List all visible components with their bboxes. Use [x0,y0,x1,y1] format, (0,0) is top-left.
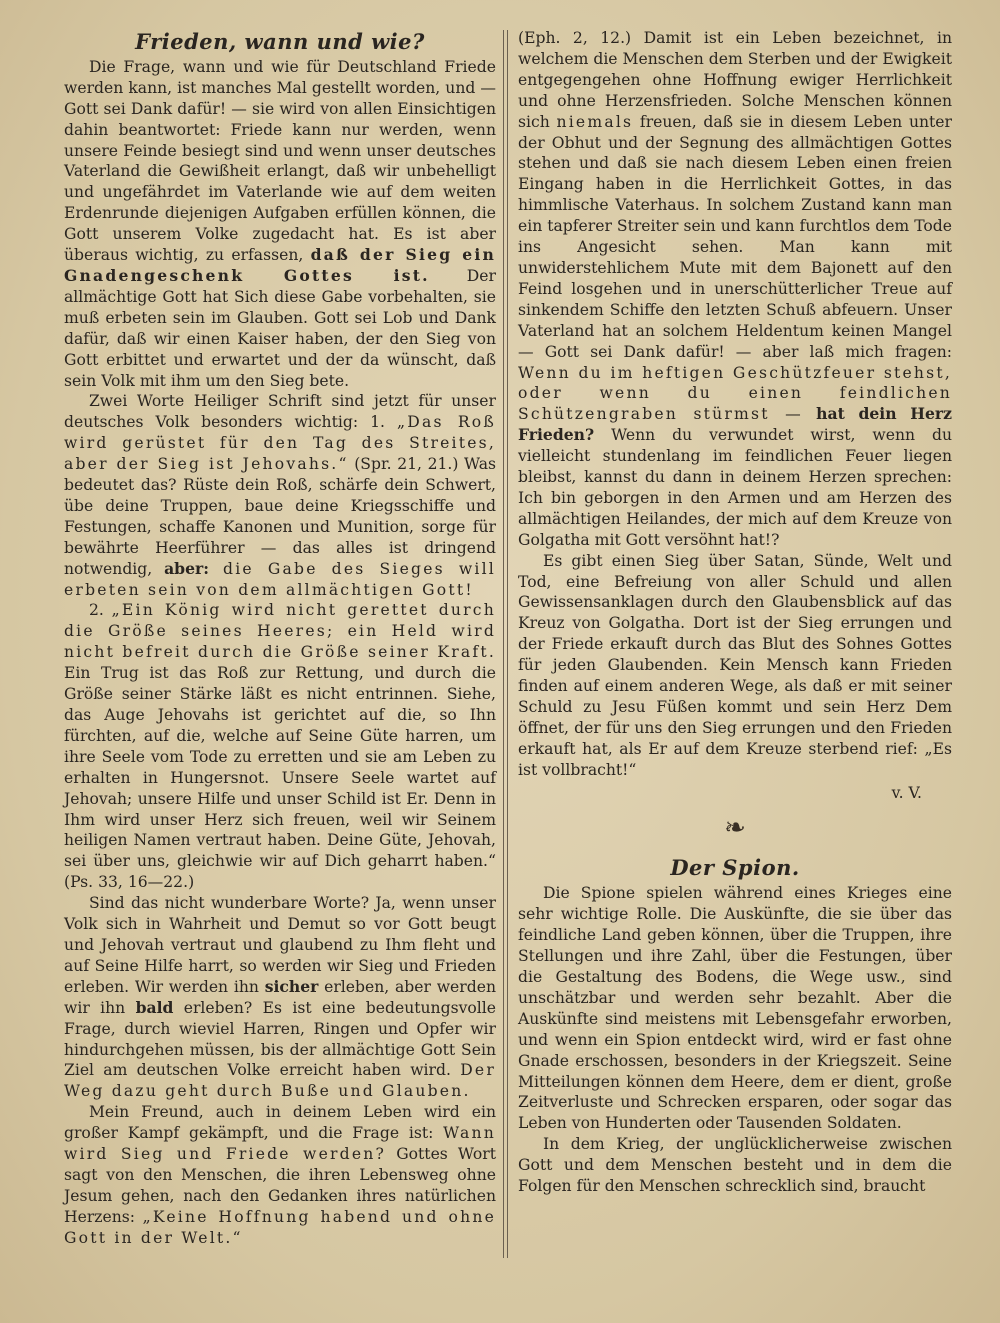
paragraph: In dem Krieg, der unglücklicherweise zwischen Gott und dem Menschen besteht und in dem die Folgen für den Menschen schrecklich sind, braucht [518,1135,952,1196]
spaced-text: Wenn du im heftigen Geschützfeuer stehst, oder wenn du einen feindlichen Schützengraben stürmst — [518,363,952,424]
spaced-text: niemals [556,112,634,131]
text-span: (Eph. 2, 12.) Damit ist ein Leben bezeichnet, in welchem die Menschen dem Sterben und der Ewigkeit entgegengehen ohne Hoffnung ewiger Herrlichkeit und ohne Herzensfrieden. Solche Menschen können sich [518,29,952,131]
article-title-frieden: Frieden, wann und wie? [135,29,425,54]
text-span: erleben? Es ist eine bedeutungsvolle Frage, durch wieviel Harren, Ringen und Opfer wir hindurchgehen müssen, bis der allmächtige Gott Sein Ziel am deutschen Volke erreicht haben wird. [64,998,496,1080]
text-span: Ein Trug ist das Roß zur Rettung, und durch die Größe seiner Stärke läßt es nicht entrinnen. Siehe, das Auge Jehovahs ist gerichtet auf die, so Ihn fürchten, auf die, welche auf Seine Güte harren, um ihre Seele vom Tode zu erretten und sie am Leben zu erhalten in Hungersnot. Unsere Seele wartet auf Jehovah; unsere Hilfe und unser Schild ist Er. Denn in Ihm wird unser Herz sich freuen, weil wir Seinem heiligen Namen vertraut haben. Deine Güte, Jehovah, sei über uns, gleichwie wir auf Dich geharrt haben.“ (Ps. 33, 16—22.) [64,664,496,892]
fleuron-icon: ❧ [724,812,746,843]
paragraph: Es gibt einen Sieg über Satan, Sünde, Welt und Tod, eine Befreiung von aller Schuld und allen Gewissensanklagen durch den Glaubensblick auf das Kreuz von Golgatha. Dort ist der Sieg errungen und der Friede erkauft durch das Blut des Sohnes Gottes für jeden Glaubenden. Kein Mensch kann Frieden finden auf einem anderen Wege, als daß er mit seiner Schuld zu Jesu Füßen kommt und sein Herz Dem öffnet, der für uns den Sieg errungen und den Frieden erkauft hat, als Er auf dem Kreuze sterbend rief: „Es ist vollbracht!“ [518,551,952,779]
text-span: Gottes Wort sagt von den Menschen, die ihren Lebensweg ohne Jesum gehen, nach den Gedanken ihres natürlichen Herzens: [64,1145,496,1226]
paragraph: Die Spione spielen während eines Krieges eine sehr wichtige Rolle. Die Auskünfte, die sie über das feindliche Land geben können, über die Truppen, ihre Stellungen und ihre Zahl, über die Festungen, über die Gestaltung des Bodens, die Wege usw., sind unschätzbar und werden sehr bezahlt. Aber die Auskünfte sind meistens mit Lebensgefahr erworben, und wenn ein Spion entdeckt wird, wird er fast ohne Gnade erschossen, besonders in der Kriegszeit. Seine Mitteilungen können dem Heere, dem er dient, große Zeitverluste und Schrecken ersparen, oder sogar das Leben von Hunderten oder Tausenden Soldaten. [518,884,952,1133]
text-span [803,405,816,423]
text-span: Die Frage, wann und wie für Deutschland Friede werden kann, ist manches Mal gestellt worden, und — Gott sei Dank dafür! — sie wird von allen Einsichtigen dahin beantwortet: Friede kann nur werden, wenn unsere Feinde besiegt sind und wenn unser deutsches Vaterland die Gewißheit erlangt, daß wir unbehelligt und ungefährdet im Vaterlande wie auf dem weiten Erdenrunde diejenigen Aufgaben erfüllen können, die Gott unserem Volke zugedacht hat. Es ist aber überaus wichtig, zu erfassen, [64,57,496,265]
spaced-quote: „Ein König wird nicht gerettet durch die Größe seines Heeres; ein Held wird nicht befreit durch die Größe seiner Kraft. [64,601,496,662]
spaced-quote: „Das Roß wird gerüstet für den Tag des Streites, aber der Sieg ist Jehovahs.“ [64,413,496,474]
bold-text: daß der Sieg ein Gnadengeschenk Gottes ist. [64,245,496,285]
paragraph [64,391,496,600]
column-rule [507,30,508,1258]
spaced-quote: „Keine Hoffnung habend und ohne Gott in der Welt.“ [64,1207,496,1247]
spaced-text: Der Weg dazu geht durch Buße und Glauben. [64,1061,496,1101]
column-rule [503,30,504,1258]
text-span: erleben, aber werden wir ihn [64,977,496,1017]
paragraph [64,893,496,1102]
paragraph [64,600,496,893]
spaced-text: Wann wird Sieg und Friede werden? [64,1124,496,1164]
text-span: Zwei Worte Heiliger Schrift sind jetzt für unser deutsches Volk besonders wichtig: 1. [64,392,496,432]
bold-text: aber: [164,558,209,578]
bold-text: hat dein Herz Frieden? [518,404,952,445]
text-span: Wenn du verwundet wirst, wenn du vielleicht stundenlang im feindlichen Feuer liegen bleibst, kannst du dann in deinem Herzen sprechen: Ich bin geborgen in den Armen und am Herzen des allmächtigen Heilandes, der mich auf dem Kreuze von Golgatha mit Gott versöhnt hat!? [518,426,952,549]
bold-text: sicher [264,976,319,996]
text-span: Sind das nicht wunderbare Worte? Ja, wenn unser Volk sich in Wahrheit und Demut so vor Gott beugt und Jehovah vertraut und glaubend zu Ihm fleht und auf Seine Hilfe harrt, so werden wir Sieg und Frieden erleben. Wir werden ihn [64,894,496,996]
text-span: Der allmächtige Gott hat Sich diese Gabe vorbehalten, sie muß erbeten sein im Glauben. Gott sei Lob und Dank dafür, daß wir einen Kaiser haben, der den Sieg von Gott erbittet und erwartet und der da wünscht, daß sein Volk mit ihm um den Sieg bete. [64,266,496,390]
paragraph [64,57,496,392]
text-span: freuen, daß sie in diesem Leben unter der Obhut und der Segnung des allmächtigen Gottes stehen und daß sie nach diesem Leben einen freien Eingang haben in die Herrlichkeit Gottes, in das himmlische Vaterhaus. In solchem Zustand kann man ein tapferer Streiter sein und kann furchtlos dem Tode ins Angesicht sehen. Man kann mit unwiderstehlichem Mute mit dem Bajonett auf den Feind losgehen und in unerschütterlicher Treue auf sinkendem Schiffe den letzten Schuß abfeuern. Unser Vaterland hat an solchem Heldentum keinen Mangel — Gott sei Dank dafür! — aber laß mich fragen: [518,112,952,361]
spaced-text: die Gabe des Sieges will erbeten sein von dem allmächtigen Gott! [64,559,496,599]
text-span: Mein Freund, auch in deinem Leben wird ein großer Kampf gekämpft, und die Frage ist: [64,1103,496,1143]
text-span: 2. [88,601,112,620]
right-column [518,28,952,1197]
left-column [64,28,496,1249]
bold-text: bald [135,997,174,1017]
paragraph [518,28,952,551]
signature: v. V. [891,783,922,802]
article-title-spion: Der Spion. [670,855,800,881]
paragraph [64,1102,496,1248]
text-span: (Spr. 21, 21.) Was bedeutet das? Rüste dein Roß, schärfe dein Schwert, übe deine Truppen, baue deine Kriegsschiffe und Festungen, schaffe Kanonen und Munition, sorge für bewährte Heerführer — das alles ist dringend notwendig, [64,455,496,578]
